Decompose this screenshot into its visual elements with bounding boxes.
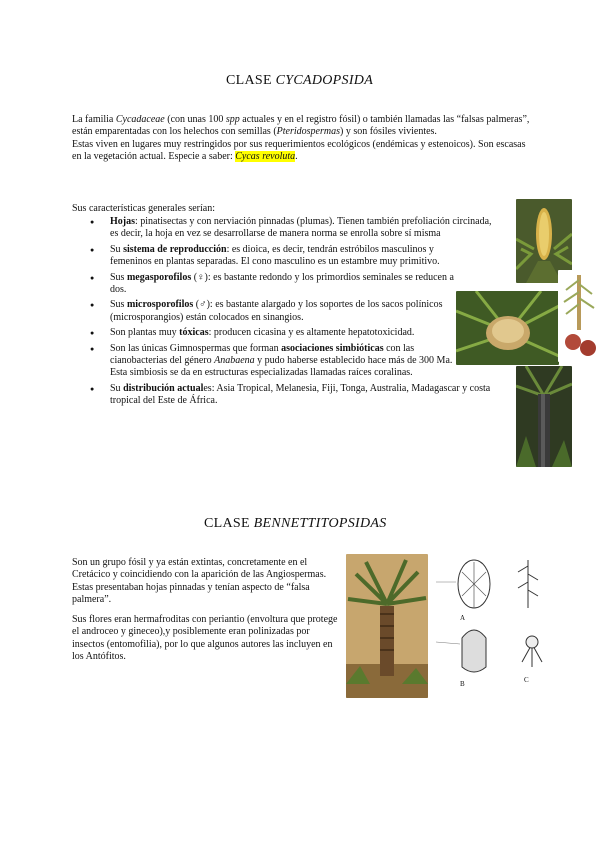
- bennett-paragraph-2: Sus flores eran hermafroditas con periantio (envoltura que protege el androceo y gineceo),y posiblemente eran polinizadas por insectos (entomofilia), por lo que algunos autores las incluyen en los Antófitos.: [72, 614, 338, 663]
- flower-diagram-figure: [432, 552, 558, 697]
- list-item: ● Son plantas muy tóxicas: producen cicasina y es altamente hepatotoxicidad.: [90, 327, 480, 339]
- cycad-intro-paragraph: La familia Cycadaceae (con unas 100 spp actuales y en el registro fósil) o también llamadas las “falsas palmeras”, están emparentadas con los helechos con semillas (Pteridospermas) y son fósiles vivientes. Estas viven en lugares muy restringidos por sus requerimientos ecológicos (endémicas y estenoicos). Son escasas en la vegetación actual. Especie a saber: Cycas revoluta.: [72, 114, 530, 163]
- list-item: ● Son las únicas Gimnospermas que forman asociaciones simbióticas con las cianobacterias del género Anabaena y pudo haberse establecido hace más de 300 Ma. Esta simbiosis se da en estructuras especializadas llamadas raíces coralinas.: [90, 343, 470, 380]
- list-item: ● Sus megasporofilos (♀): es bastante redondo y los primordios seminales se reducen a dos.: [90, 272, 455, 297]
- list-item: ● Su sistema de reproducción: es dioica, es decir, tendrán estróbilos masculinos y femeninos en plantas separadas. El cono masculino es un estambre muy primitivo.: [90, 244, 475, 269]
- female-cone-photo: [456, 291, 559, 365]
- fossil-plant-illustration: [346, 554, 428, 698]
- list-item: ● Su distribución actuales: Asia Tropical, Melanesia, Fiji, Tonga, Australia, Madagascar y costa tropical del Este de África.: [90, 383, 510, 408]
- diagram-label-b: B: [460, 680, 465, 688]
- cycadopsida-title: CLASE CYCADOPSIDA: [226, 73, 374, 88]
- characteristics-list: [90, 216, 505, 411]
- coralloid-roots-photo: [516, 366, 572, 467]
- bennett-paragraph-1: Son un grupo fósil y ya están extintas, concretamente en el Cretácico y coincidiendo con la aparición de las Angiospermas. Estas presentaban hojas pinnadas y tenían aspecto de “falsa palmera”.: [72, 557, 327, 606]
- characteristics-heading: Sus características generales serían:: [72, 203, 215, 214]
- sporophyll-photo: [558, 270, 600, 362]
- species-highlight: Cycas revoluta: [235, 151, 296, 163]
- diagram-label-a: A: [460, 614, 466, 622]
- bennettitopsidas-title: CLASE BENNETTITOPSIDAS: [204, 516, 387, 531]
- diagram-label-c: C: [524, 676, 529, 684]
- list-item: ● Sus microsporofilos (♂): es bastante alargado y los soportes de los sacos polínicos (microsporangios) están colocados en sinangios.: [90, 299, 455, 324]
- list-item: ● Hojas: pinatisectas y con nerviación pinnadas (plumas). Tienen también prefoliación circinada, es decir, la hoja en vez se desarrollarse de manera norma se enrolla sobre sí misma: [90, 216, 500, 241]
